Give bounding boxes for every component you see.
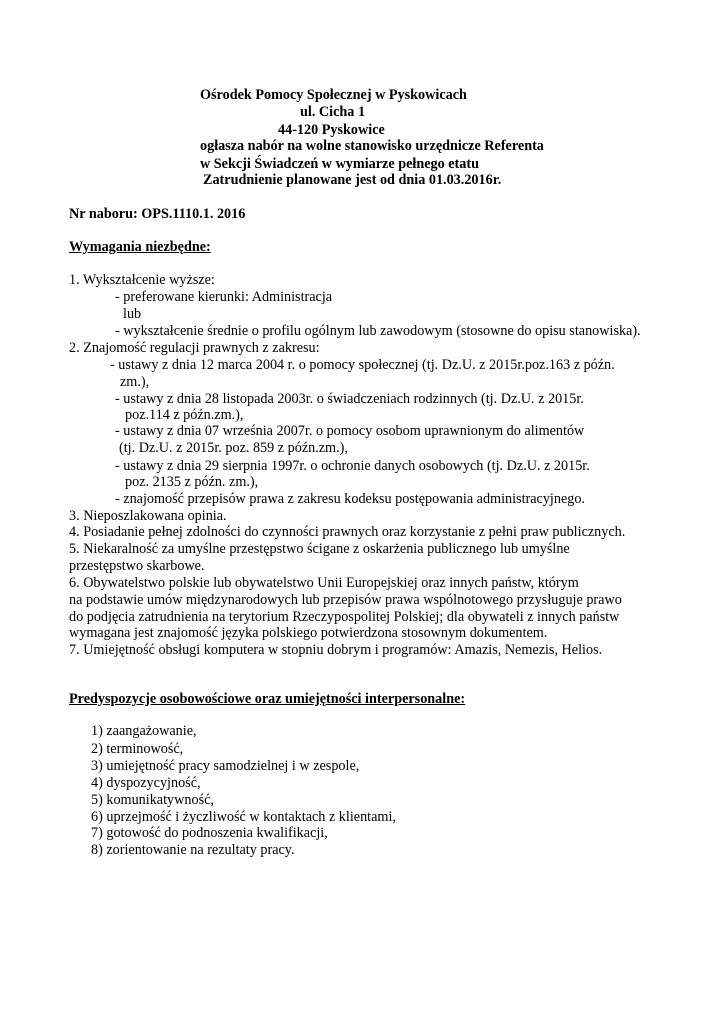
- requirement-line: 7. Umiejętność obsługi komputera w stopniu dobrym i programów: Amazis, Nemezis, Helios.: [69, 642, 603, 658]
- requirement-line: - preferowane kierunki: Administracja: [115, 289, 333, 305]
- requirement-line: poz. 2135 z późn. zm.),: [125, 474, 259, 490]
- requirement-line: wymagana jest znajomość języka polskiego potwierdzona stosownym dokumentem.: [69, 625, 548, 641]
- predisposition-item: 6) uprzejmość i życzliwość w kontaktach z klientami,: [91, 809, 396, 825]
- requirement-line: 2. Znajomość regulacji prawnych z zakresu:: [69, 340, 320, 356]
- recruitment-number: Nr naboru: OPS.1110.1. 2016: [69, 206, 246, 222]
- predisposition-item: 5) komunikatywność,: [91, 792, 214, 808]
- requirement-line: 5. Niekaralność za umyślne przestępstwo ścigane z oskarżenia publicznego lub umyślne: [69, 541, 570, 557]
- requirement-line: (tj. Dz.U. z 2015r. poz. 859 z późn.zm.),: [119, 440, 348, 456]
- predispositions-heading: Predyspozycje osobowościowe oraz umiejętności interpersonalne:: [69, 691, 466, 707]
- predisposition-item: 2) terminowość,: [91, 741, 184, 757]
- header-street: ul. Cicha 1: [300, 104, 366, 120]
- requirement-line: zm.),: [120, 374, 150, 390]
- requirement-line: 6. Obywatelstwo polskie lub obywatelstwo Unii Europejskiej oraz innych państw, którym: [69, 575, 579, 591]
- requirements-heading: Wymagania niezbędne:: [69, 239, 211, 255]
- predisposition-item: 3) umiejętność pracy samodzielnej i w zespole,: [91, 758, 360, 774]
- requirement-line: - ustawy z dnia 12 marca 2004 r. o pomocy społecznej (tj. Dz.U. z 2015r.poz.163 z późn.: [110, 357, 615, 373]
- requirement-line: na podstawie umów międzynarodowych lub przepisów prawa wspólnotowego przysługuje prawo: [69, 592, 622, 608]
- requirement-line: - ustawy z dnia 29 sierpnia 1997r. o ochronie danych osobowych (tj. Dz.U. z 2015r.: [115, 458, 590, 474]
- header-section: w Sekcji Świadczeń w wymiarze pełnego etatu: [200, 156, 479, 172]
- requirement-line: - ustawy z dnia 28 listopada 2003r. o świadczeniach rodzinnych (tj. Dz.U. z 2015r.: [115, 391, 584, 407]
- requirement-line: do podjęcia zatrudnienia na terytorium Rzeczypospolitej Polskiej; dla obywateli z innych państw: [69, 609, 620, 625]
- header-institution-name: Ośrodek Pomocy Społecznej w Pyskowicach: [200, 87, 467, 103]
- header-announcement: ogłasza nabór na wolne stanowisko urzędnicze Referenta: [200, 138, 544, 154]
- predisposition-item: 1) zaangażowanie,: [91, 723, 197, 739]
- requirement-line: 3. Nieposzlakowana opinia.: [69, 508, 227, 524]
- requirement-line: - ustawy z dnia 07 września 2007r. o pomocy osobom uprawnionym do alimentów: [115, 423, 585, 439]
- requirement-line: - znajomość przepisów prawa z zakresu kodeksu postępowania administracyjnego.: [115, 491, 586, 507]
- predisposition-item: 4) dyspozycyjność,: [91, 775, 201, 791]
- predisposition-item: 8) zorientowanie na rezultaty pracy.: [91, 842, 295, 858]
- requirement-line: 1. Wykształcenie wyższe:: [69, 272, 215, 288]
- header-start-date: Zatrudnienie planowane jest od dnia 01.03.2016r.: [203, 172, 502, 188]
- predisposition-item: 7) gotowość do podnoszenia kwalifikacji,: [91, 825, 328, 841]
- header-postal-city: 44-120 Pyskowice: [278, 122, 385, 138]
- requirement-line: 4. Posiadanie pełnej zdolności do czynności prawnych oraz korzystanie z pełni praw publicznych.: [69, 524, 626, 540]
- requirement-line: - wykształcenie średnie o profilu ogólnym lub zawodowym (stosowne do opisu stanowiska).: [115, 323, 641, 339]
- requirement-line: przestępstwo skarbowe.: [69, 558, 205, 574]
- requirement-line: lub: [123, 306, 142, 322]
- requirement-line: poz.114 z późn.zm.),: [125, 407, 244, 423]
